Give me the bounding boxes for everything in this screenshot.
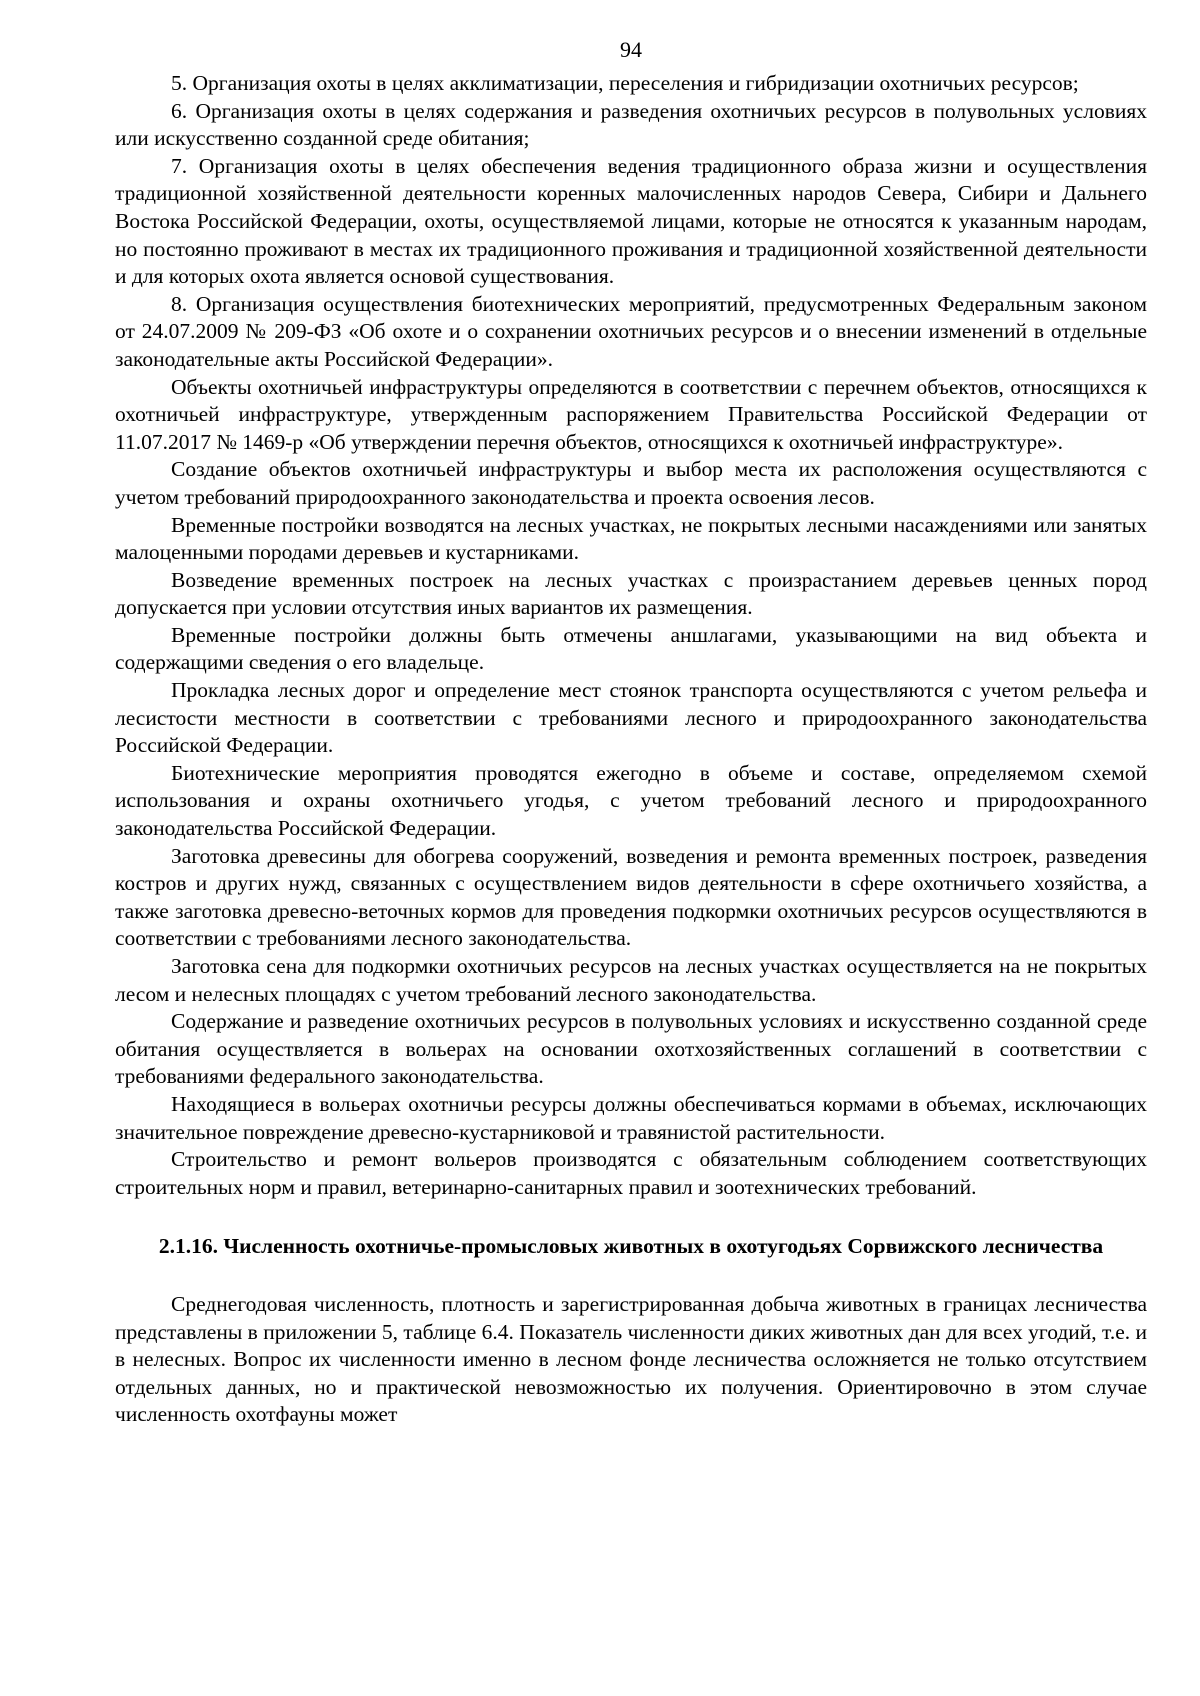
section-heading: 2.1.16. Численность охотничье-промысловых животных в охотугодьях Сорвижского лесничества xyxy=(158,1234,1104,1259)
paragraph: Среднегодовая численность, плотность и зарегистрированная добыча животных в границах лесничества представлены в приложении 5, таблице 6.4. Показатель численности диких животных дан для всех угодий, т.е. и в нелесных. Вопрос их численности именно в лесном фонде лесничества осложняется не только отсутствием отдельных данных, но и практической невозможностью их получения. Ориентировочно в этом случае численность охотфауны может xyxy=(115,1291,1147,1427)
page-number: 94 xyxy=(620,37,642,62)
paragraph: Временные постройки должны быть отмечены аншлагами, указывающими на вид объекта и содержащими сведения о его владельце. xyxy=(115,622,1147,675)
paragraph: Возведение временных построек на лесных участках с произрастанием деревьев ценных пород допускается при условии отсутствия иных вариантов их размещения. xyxy=(115,567,1147,620)
paragraph: Находящиеся в вольерах охотничьи ресурсы должны обеспечиваться кормами в объемах, исключающих значительное повреждение древесно-кустарниковой и травянистой растительности. xyxy=(115,1091,1147,1144)
paragraph: 5. Организация охоты в целях акклиматизации, переселения и гибридизации охотничьих ресурсов; xyxy=(171,71,1079,95)
paragraph: Биотехнические мероприятия проводятся ежегодно в объеме и составе, определяемом схемой использования и охраны охотничьего угодья, с учетом требований лесного и природоохранного законодательства Российской Федерации. xyxy=(115,760,1147,841)
paragraph: Строительство и ремонт вольеров производятся с обязательным соблюдением соответствующих строительных норм и правил, ветеринарно-санитарных правил и зоотехнических требований. xyxy=(115,1147,1147,1199)
body-text-before-heading xyxy=(115,70,1147,1201)
paragraph: 7. Организация охоты в целях обеспечения ведения традиционного образа жизни и осуществления традиционной хозяйственной деятельности коренных малочисленных народов Севера, Сибири и Дальнего Востока Российской Федерации, охоты, осуществляемой лицами, которые не относятся к указанным народам, но постоянно проживают в местах их традиционного проживания и традиционной хозяйственной деятельности и для которых охота является основой существования. xyxy=(115,153,1147,289)
paragraph: 8. Организация осуществления биотехнических мероприятий, предусмотренных Федеральным законом от 24.07.2009 № 209-ФЗ «Об охоте и о сохранении охотничьих ресурсов и о внесении изменений в отдельные законодательные акты Российской Федерации». xyxy=(115,291,1147,371)
paragraph: Заготовка древесины для обогрева сооружений, возведения и ремонта временных построек, разведения костров и других нужд, связанных с осуществлением видов деятельности в сфере охотничьего хозяйства, а также заготовка древесно-веточных кормов для проведения подкормки охотничьих ресурсов осуществляются в соответствии с требованиями лесного законодательства. xyxy=(115,843,1147,951)
paragraph: Объекты охотничьей инфраструктуры определяются в соответствии с перечнем объектов, относящихся к охотничьей инфраструктуре, утвержденным распоряжением Правительства Российской Федерации от 11.07.2017 № 1469-р «Об утверждении перечня объектов, относящихся к охотничьей инфраструктуре». xyxy=(115,374,1147,454)
body-text-after-heading xyxy=(115,1291,1147,1429)
paragraph: Заготовка сена для подкормки охотничьих ресурсов на лесных участках осуществляется на не покрытых лесом и нелесных площадях с учетом требований лесного законодательства. xyxy=(115,954,1147,1006)
document-page xyxy=(115,36,1147,1429)
paragraph: 6. Организация охоты в целях содержания и разведения охотничьих ресурсов в полувольных условиях или искусственно созданной среде обитания; xyxy=(115,98,1147,151)
paragraph: Создание объектов охотничьей инфраструктуры и выбор места их расположения осуществляются с учетом требований природоохранного законодательства и проекта освоения лесов. xyxy=(115,457,1147,509)
paragraph: Прокладка лесных дорог и определение мест стоянок транспорта осуществляются с учетом рельефа и лесистости местности в соответствии с требованиями лесного и природоохранного законодательства Российской Федерации. xyxy=(115,678,1147,758)
paragraph: Временные постройки возводятся на лесных участках, не покрытых лесными насаждениями или занятых малоценными породами деревьев и кустарниками. xyxy=(115,512,1147,565)
paragraph: Содержание и разведение охотничьих ресурсов в полувольных условиях и искусственно созданной среде обитания осуществляется в вольерах на основании охотхозяйственных соглашений в соответствии с требованиями федерального законодательства. xyxy=(115,1009,1147,1089)
